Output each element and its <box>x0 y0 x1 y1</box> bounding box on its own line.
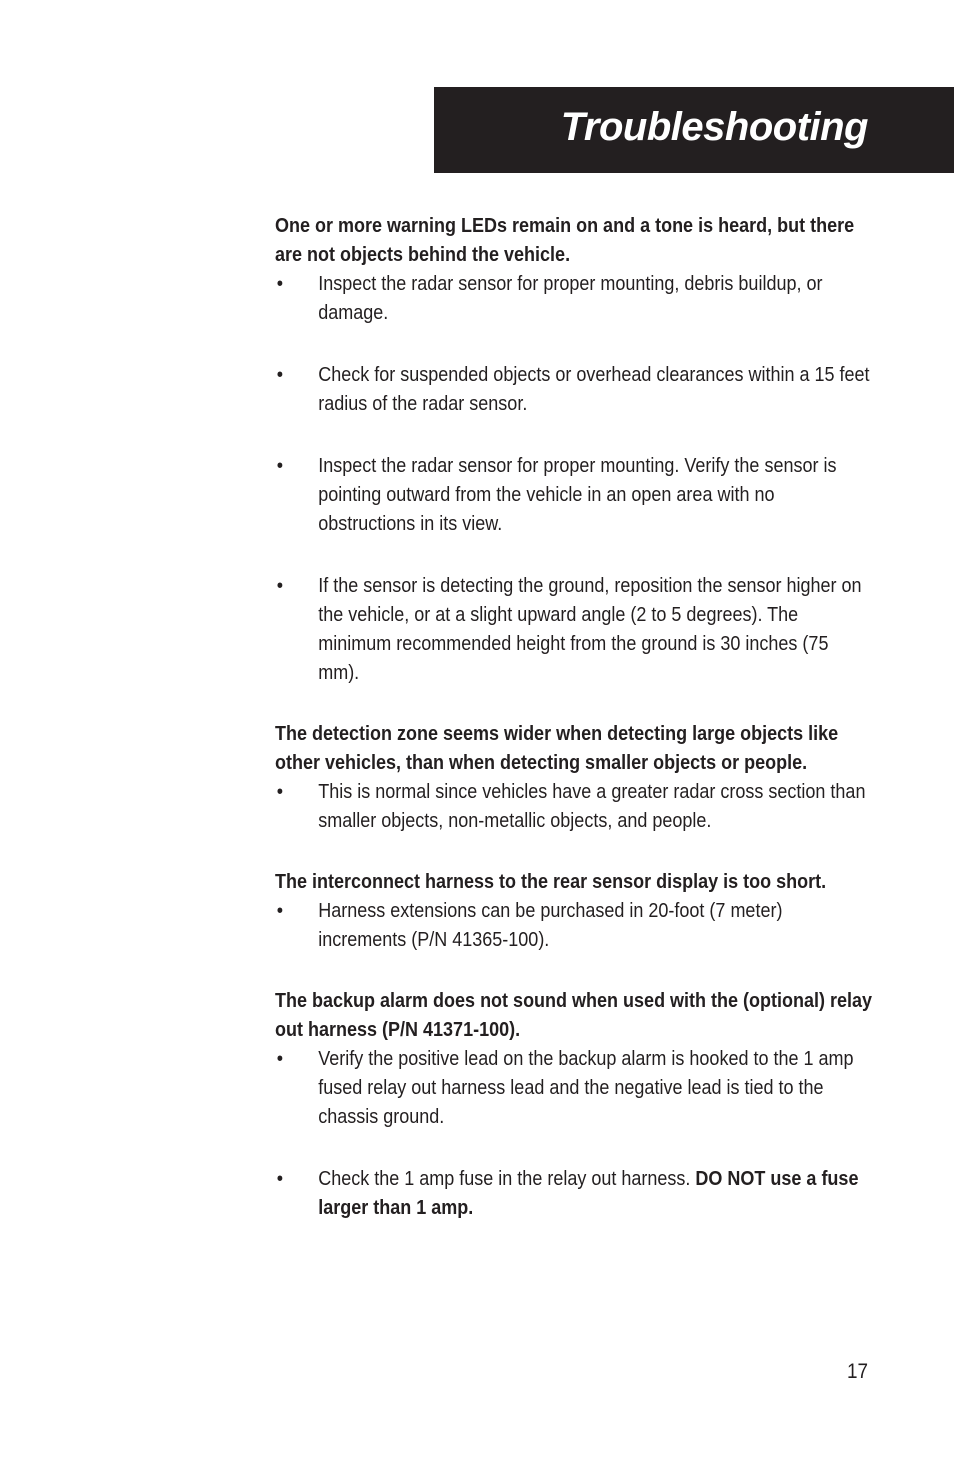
list-item <box>275 897 874 955</box>
list-item <box>275 452 874 539</box>
bullet-icon: • <box>276 781 284 803</box>
section-heading: The backup alarm does not sound when used with the (optional) relay out harness (P/N 41371-100). <box>275 990 873 1041</box>
list-item <box>275 572 874 688</box>
section-interconnect-harness <box>275 868 874 955</box>
bullet-icon: • <box>276 575 284 597</box>
section-heading: The detection zone seems wider when detecting large objects like other vehicles, than when detecting smaller objects or people. <box>275 723 839 774</box>
section-backup-alarm <box>275 987 874 1223</box>
bullet-list <box>275 897 874 955</box>
list-item-text: Verify the positive lead on the backup alarm is hooked to the 1 amp fused relay out harness lead and the negative lead is tied to the chassis ground. <box>318 1048 854 1128</box>
list-item-text: Harness extensions can be purchased in 20-foot (7 meter) increments (P/N 41365-100). <box>318 900 783 951</box>
list-item <box>275 1045 874 1132</box>
list-item-text: Check the 1 amp fuse in the relay out harness. <box>318 1168 696 1190</box>
list-item <box>275 1165 874 1223</box>
list-item <box>275 270 874 328</box>
page-title: Troubleshooting <box>560 105 868 149</box>
fuse-warning: DO NOT use a fuse larger than 1 amp. <box>318 1168 859 1219</box>
bullet-icon: • <box>276 900 284 922</box>
section-detection-zone <box>275 720 874 836</box>
title-bar <box>434 87 954 173</box>
list-item <box>275 778 874 836</box>
section-heading: The interconnect harness to the rear sensor display is too short. <box>275 871 827 893</box>
bullet-list <box>275 270 874 688</box>
bullet-icon: • <box>276 455 284 477</box>
bullet-icon: • <box>276 1048 284 1070</box>
list-item-text: If the sensor is detecting the ground, reposition the sensor higher on the vehicle, or at a slight upward angle (2 to 5 degrees). The minimum recommended height from the ground is 30 inches (75 mm). <box>318 575 862 684</box>
section-warning-leds <box>275 212 874 688</box>
bullet-icon: • <box>276 273 284 295</box>
list-item-text: Inspect the radar sensor for proper mounting, debris buildup, or damage. <box>318 273 823 324</box>
list-item <box>275 361 874 419</box>
bullet-icon: • <box>276 364 284 386</box>
bullet-icon: • <box>276 1168 284 1190</box>
page-content <box>275 212 874 1255</box>
page-number: 17 <box>847 1360 869 1383</box>
list-item-text: Inspect the radar sensor for proper mounting. Verify the sensor is pointing outward from the vehicle in an open area with no obstructions in its view. <box>318 455 837 535</box>
list-item-text: This is normal since vehicles have a greater radar cross section than smaller objects, non-metallic objects, and people. <box>318 781 866 832</box>
list-item-text: Check for suspended objects or overhead clearances within a 15 feet radius of the radar sensor. <box>318 364 870 415</box>
section-heading: One or more warning LEDs remain on and a tone is heard, but there are not objects behind the vehicle. <box>275 215 855 266</box>
bullet-list <box>275 1045 874 1223</box>
bullet-list <box>275 778 874 836</box>
